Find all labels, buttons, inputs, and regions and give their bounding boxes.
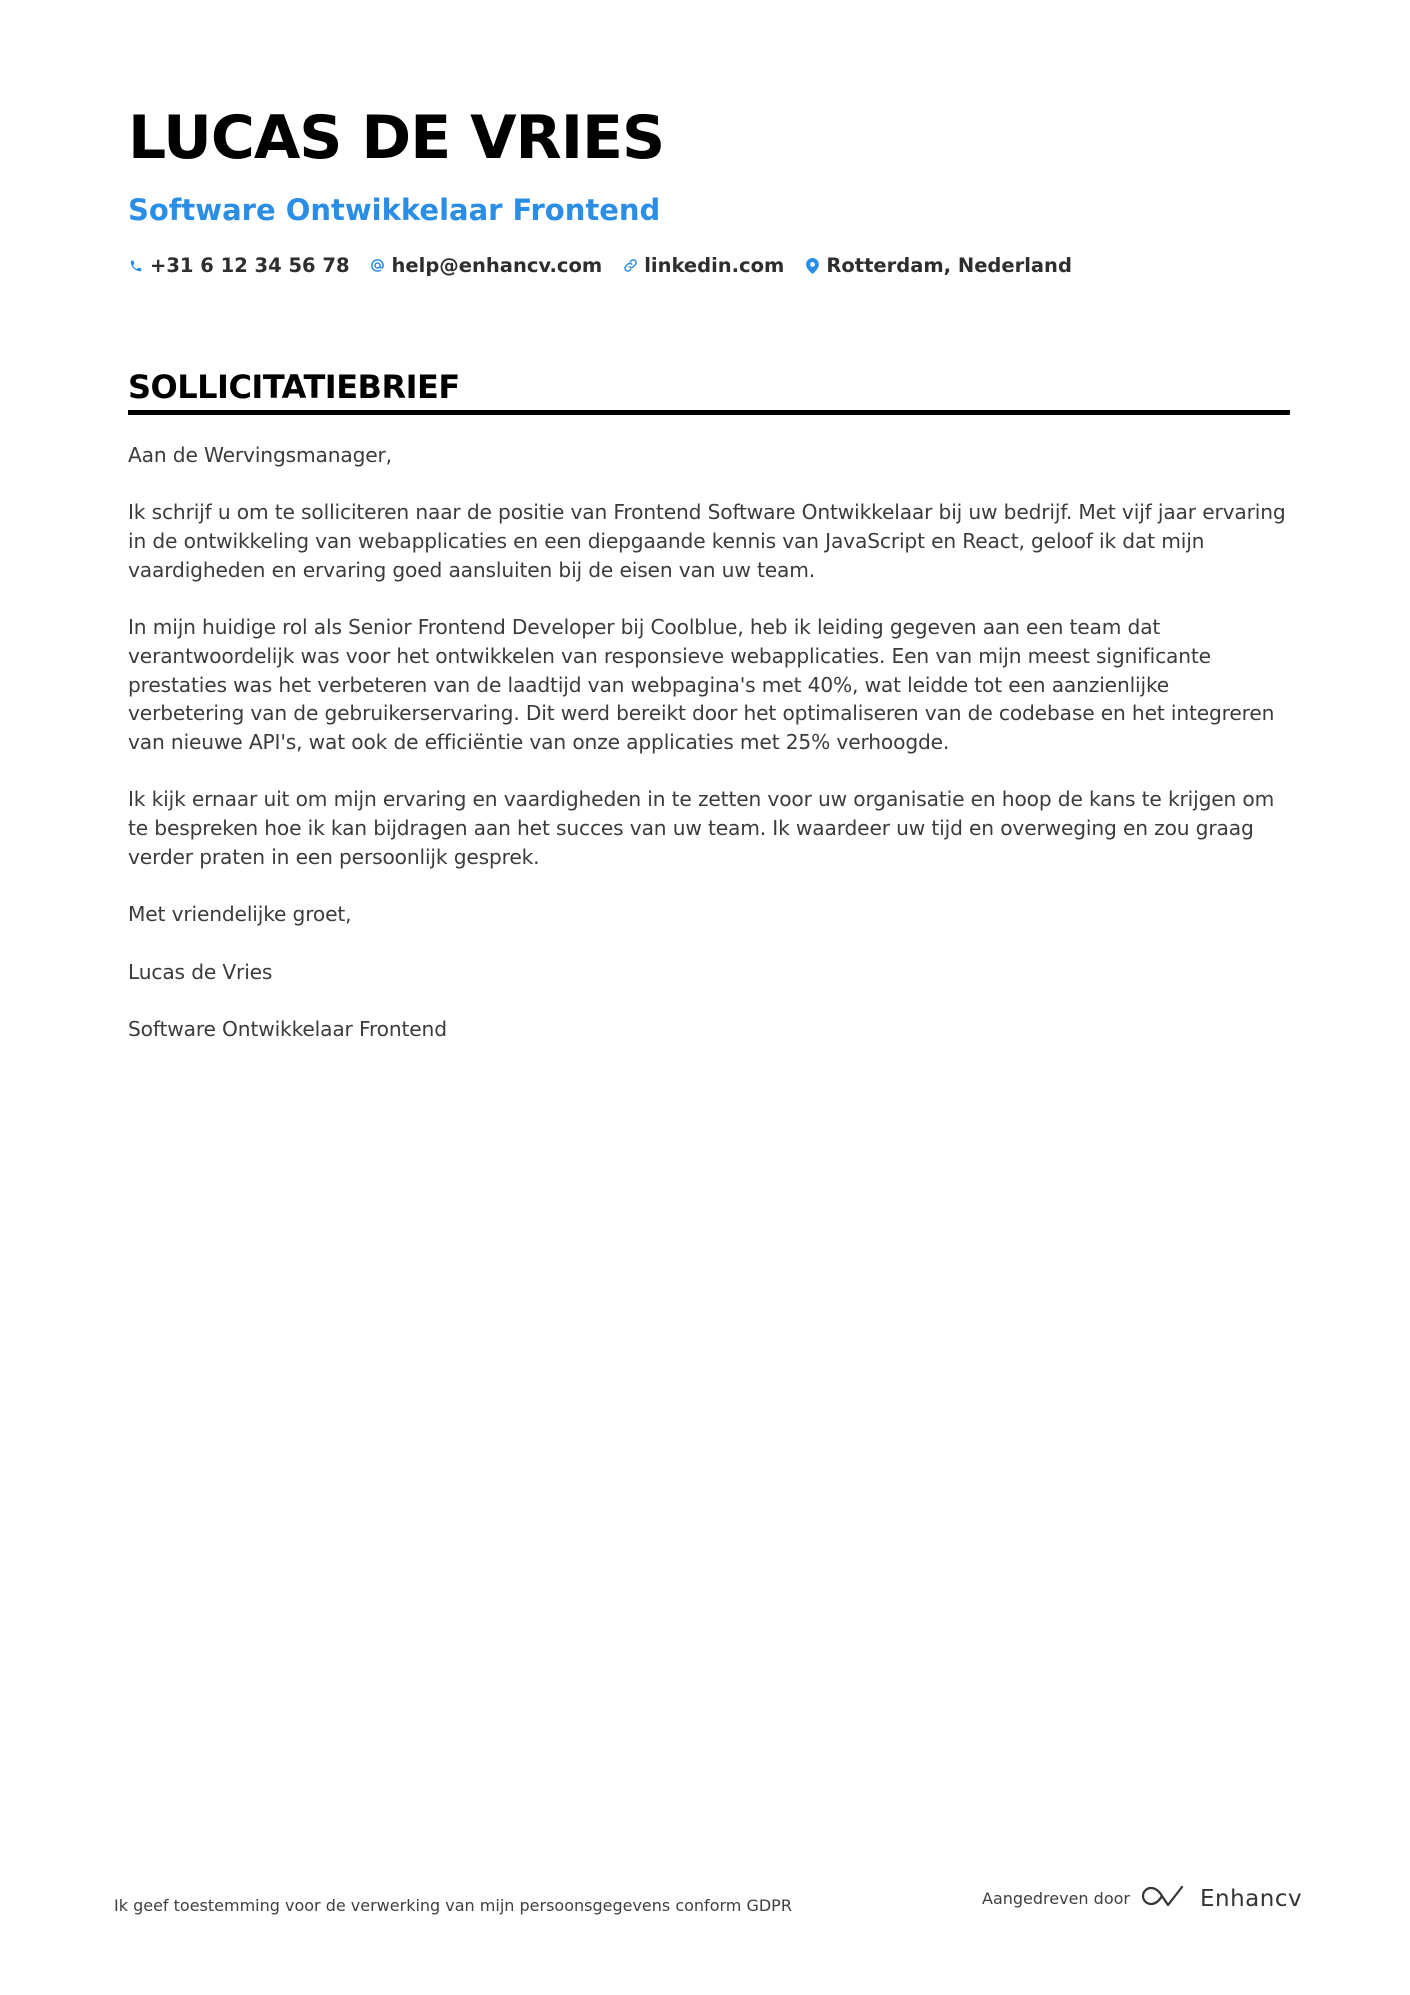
letter-paragraph: Ik kijk ernaar uit om mijn ervaring en vaardigheden in te zetten voor uw organisatie en hoop de kans te krijgen om te bespreken hoe ik kan bijdragen aan het succes van uw team. Ik waardeer uw tijd en overweging en zou graag verder praten in een persoonlijk gesprek. (128, 787, 1275, 869)
gdpr-consent: Ik geef toestemming voor de verwerking van mijn persoonsgegevens conform GDPR (114, 1896, 792, 1915)
powered-by-label: Aangedreven door (982, 1889, 1130, 1908)
phone-icon (128, 257, 144, 275)
contact-linkedin[interactable] (622, 254, 784, 277)
letter-body (128, 441, 1290, 1072)
contact-location-text: Rotterdam, Nederland (826, 254, 1072, 277)
link-icon (622, 257, 638, 275)
signature-role: Software Ontwikkelaar Frontend (128, 1016, 447, 1041)
enhancv-logo[interactable] (1142, 1883, 1302, 1914)
letter-paragraph: Ik schrijf u om te solliciteren naar de positie van Frontend Software Ontwikkelaar bij uw bedrijf. Met vijf jaar ervaring in de ontwikkeling van webapplicaties en een diepgaande kennis van JavaScript en React, geloof ik dat mijn vaardigheden en ervaring goed aansluiten bij de eisen van uw team. (128, 500, 1286, 582)
letter-paragraph: In mijn huidige rol als Senior Frontend Developer bij Coolblue, heb ik leiding gegeven aan een team dat verantwoordelijk was voor het ontwikkelen van responsieve webapplicaties. Een van mijn meest significante prestaties was het verbeteren van de laadtijd van webpagina's met 40%, wat leidde tot een aanzienlijke verbetering van de gebruikerservaring. Dit werd bereikt door het optimaliseren van de codebase en het integreren van nieuwe API's, wat ook de efficiëntie van onze applicaties met 25% verhoogde. (128, 615, 1275, 754)
contact-phone (128, 254, 350, 277)
candidate-role: Software Ontwikkelaar Frontend (128, 193, 661, 227)
enhancv-logo-icon (1142, 1883, 1190, 1914)
powered-by (982, 1883, 1302, 1914)
contact-email-text[interactable]: help@enhancv.com (391, 254, 603, 277)
contact-linkedin-text[interactable]: linkedin.com (644, 254, 785, 277)
contact-phone-text: +31 6 12 34 56 78 (150, 254, 350, 277)
enhancv-logo-text: Enhancv (1199, 1885, 1303, 1912)
candidate-name: LUCAS DE VRIES (128, 103, 665, 173)
letter-greeting: Aan de Wervingsmanager, (128, 443, 392, 467)
section-title: SOLLICITATIEBRIEF (128, 368, 460, 406)
section-divider (128, 410, 1290, 415)
contact-location (804, 254, 1072, 277)
at-icon (370, 257, 386, 275)
signature-name: Lucas de Vries (128, 959, 273, 984)
letter-closing: Met vriendelijke groet, (128, 902, 352, 927)
location-pin-icon (804, 257, 820, 275)
contact-bar (128, 254, 1072, 277)
contact-email[interactable] (370, 254, 603, 277)
